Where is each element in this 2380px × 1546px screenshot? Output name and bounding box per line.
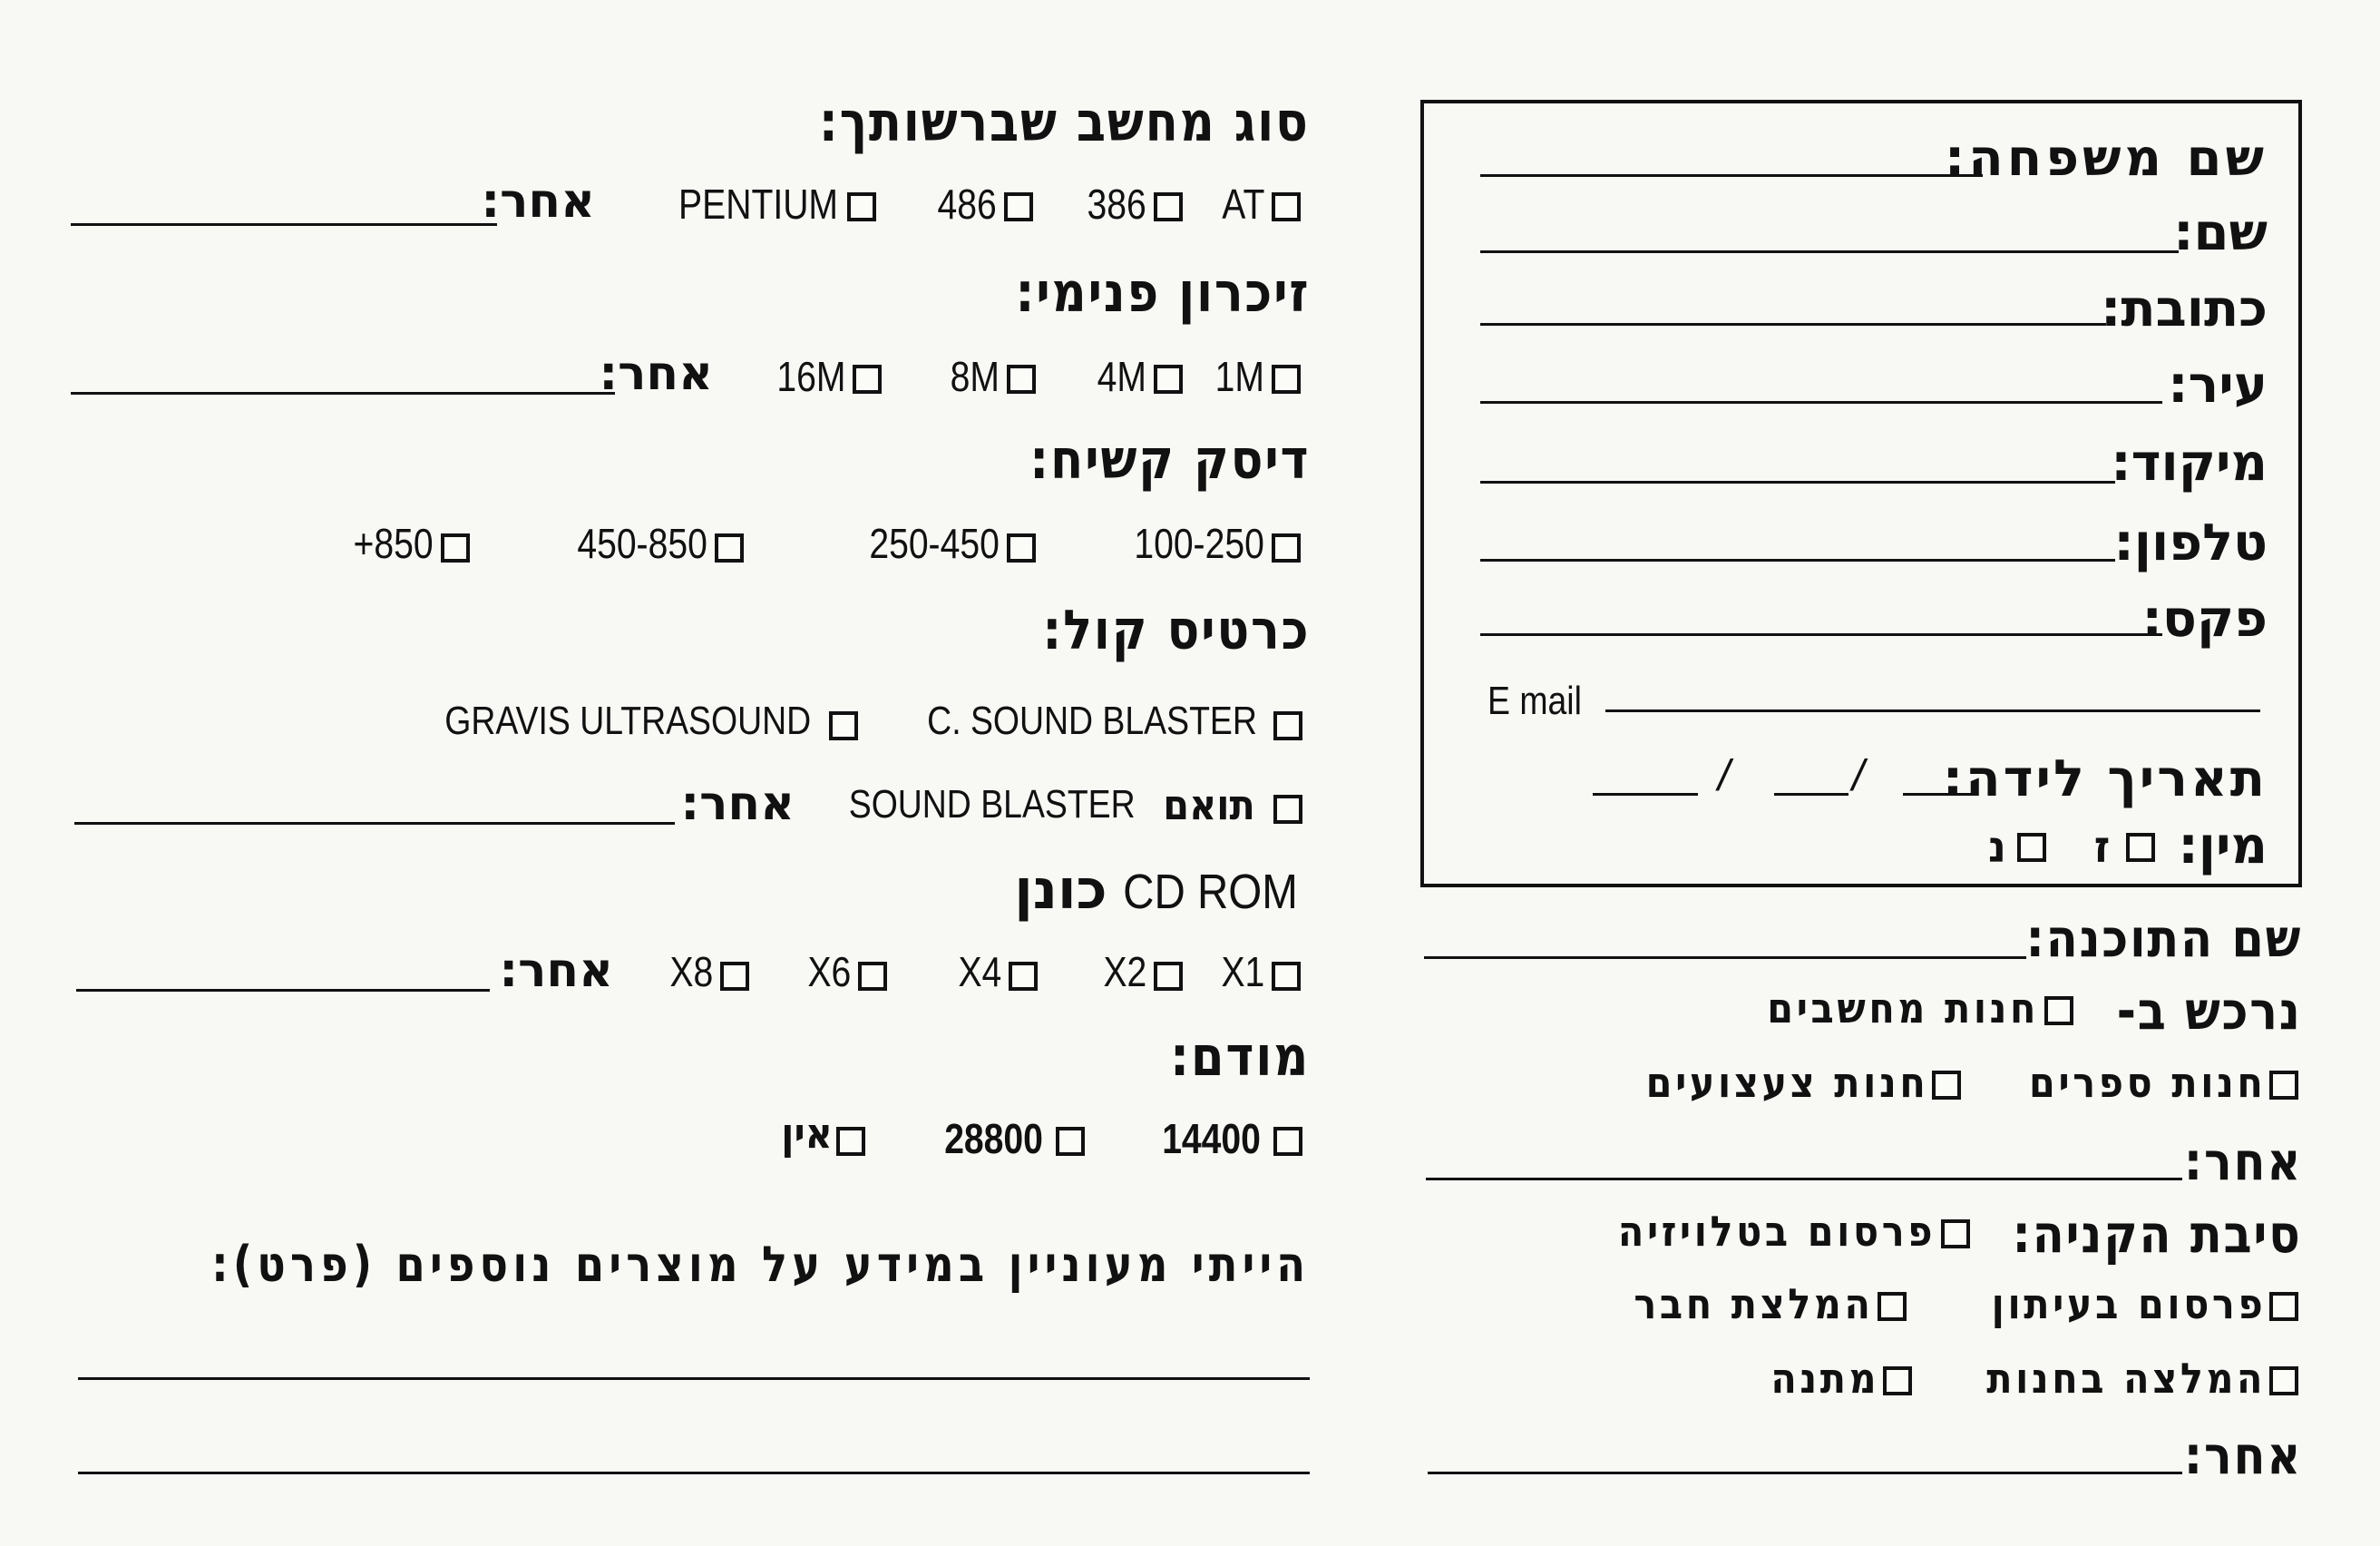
memory-other-line[interactable] (71, 392, 615, 395)
compatible-label: תואם (1163, 780, 1255, 829)
checkbox-x1[interactable] (1272, 962, 1301, 991)
zip-field[interactable] (1480, 481, 2115, 484)
purchased-other-label: אחר: (2183, 1130, 2302, 1192)
gender-male-label: ז (2093, 822, 2110, 873)
checkbox-store-recommendation[interactable] (2269, 1366, 2298, 1395)
date-separator: / (1852, 752, 1865, 800)
city-field[interactable] (1480, 401, 2162, 404)
purchased-at-label: נרכש ב- (2117, 980, 2302, 1042)
checkbox-gender-male[interactable] (2126, 833, 2155, 862)
checkbox-compatible-sb[interactable] (1273, 795, 1302, 824)
interest-line-1[interactable] (78, 1377, 1310, 1380)
checkbox-486[interactable] (1004, 192, 1033, 221)
birth-year-field[interactable] (1593, 793, 1698, 796)
reason-other-field[interactable] (1428, 1472, 2182, 1474)
option-386-label: 386 (1087, 181, 1146, 228)
checkbox-4m[interactable] (1154, 365, 1183, 394)
option-x2-label: X2 (1103, 948, 1146, 995)
last-name-label: שם משפחה: (1944, 129, 2268, 188)
date-separator: / (1718, 752, 1731, 800)
checkbox-386[interactable] (1154, 192, 1183, 221)
sound-other-label: אחר: (680, 777, 795, 831)
checkbox-100-250[interactable] (1272, 533, 1301, 563)
modem-heading: מודם: (1169, 1025, 1310, 1089)
city-label: עיר: (2168, 356, 2268, 415)
gender-label: מין: (2178, 817, 2268, 876)
option-none-label: אין (781, 1109, 833, 1158)
reason-other-label: אחר: (2183, 1424, 2302, 1486)
email-field[interactable] (1605, 709, 2260, 712)
option-x1-label: X1 (1221, 948, 1264, 995)
address-field[interactable] (1480, 323, 2106, 326)
option-28800-label: 28800 (944, 1115, 1043, 1162)
checkbox-8m[interactable] (1007, 365, 1036, 394)
option-16m-label: 16M (775, 353, 845, 400)
option-14400-label: 14400 (1162, 1115, 1261, 1162)
first-name-label: שם: (2173, 203, 2268, 262)
checkbox-850-plus[interactable] (441, 533, 470, 563)
interest-label: הייתי מעוניין במידע על מוצרים נוספים (פרט): (210, 1236, 1310, 1293)
toy-store-label: חנות צעצועים (1645, 1058, 1928, 1107)
purchase-reason-label: סיבת הקניה: (2012, 1203, 2302, 1265)
checkbox-c-sound-blaster[interactable] (1273, 711, 1302, 740)
fax-field[interactable] (1480, 633, 2162, 636)
gender-female-label: נ (1988, 822, 2006, 873)
checkbox-computer-store[interactable] (2044, 996, 2073, 1025)
memory-heading: זיכרון פנימי: (1015, 261, 1310, 325)
option-100-250-label: 100-250 (1134, 520, 1264, 567)
tv-ad-label: פרסום בטלויזיה (1617, 1207, 1936, 1256)
checkbox-28800[interactable] (1056, 1127, 1085, 1156)
cdrom-heading (1014, 858, 1310, 922)
address-label: כתובת: (2101, 279, 2268, 338)
checkbox-at[interactable] (1272, 192, 1301, 221)
first-name-field[interactable] (1480, 250, 2179, 253)
option-850-plus-label: +850 (353, 520, 434, 567)
sound-other-line[interactable] (74, 822, 675, 825)
checkbox-book-store[interactable] (2269, 1071, 2298, 1100)
option-pentium-label: PENTIUM (678, 181, 838, 228)
computer-store-label: חנות מחשבים (1767, 983, 2039, 1032)
checkbox-x4[interactable] (1009, 962, 1038, 991)
checkbox-none[interactable] (836, 1127, 865, 1156)
cdrom-heading-he: כונן (1014, 858, 1107, 922)
cdrom-heading-en: CD ROM (1123, 865, 1298, 919)
computer-other-line[interactable] (71, 223, 497, 226)
hard-disk-heading: דיסק קשיח: (1029, 428, 1310, 492)
option-x6-label: X6 (807, 948, 851, 995)
checkbox-1m[interactable] (1272, 365, 1301, 394)
interest-line-2[interactable] (78, 1472, 1310, 1474)
checkbox-450-850[interactable] (715, 533, 744, 563)
friend-recommendation-label: המלצת חבר (1634, 1279, 1874, 1328)
option-1m-label: 1M (1214, 353, 1264, 400)
computer-other-label: אחר: (481, 174, 595, 229)
checkbox-pentium[interactable] (847, 192, 876, 221)
zip-label: מיקוד: (2111, 434, 2268, 493)
fax-label: פקס: (2141, 590, 2268, 649)
checkbox-newspaper-ad[interactable] (2269, 1292, 2298, 1321)
phone-field[interactable] (1480, 559, 2115, 562)
option-x4-label: X4 (958, 948, 1001, 995)
checkbox-x8[interactable] (720, 962, 749, 991)
option-4m-label: 4M (1097, 353, 1146, 400)
memory-other-label: אחר: (599, 347, 713, 401)
option-450-850-label: 450-850 (577, 520, 707, 567)
option-250-450-label: 250-450 (869, 520, 1000, 567)
checkbox-gender-female[interactable] (2017, 833, 2046, 862)
computer-type-heading: סוג מחשב שברשותך: (819, 91, 1310, 154)
checkbox-gift[interactable] (1883, 1366, 1912, 1395)
option-486-label: 486 (937, 181, 997, 228)
option-at-label: AT (1221, 181, 1264, 228)
software-name-label: שם התוכנה: (2025, 907, 2302, 969)
checkbox-16m[interactable] (853, 365, 882, 394)
option-8m-label: 8M (950, 353, 1000, 400)
sound-card-heading: כרטיס קול: (1041, 599, 1310, 662)
checkbox-tv-ad[interactable] (1941, 1219, 1970, 1248)
software-name-field[interactable] (1424, 956, 2026, 959)
last-name-field[interactable] (1480, 174, 1983, 177)
cdrom-other-line[interactable] (76, 989, 490, 992)
store-recommendation-label: המלצה בחנות (1986, 1354, 2266, 1403)
checkbox-friend-recommendation[interactable] (1878, 1292, 1907, 1321)
phone-label: טלפון: (2113, 514, 2268, 572)
purchased-other-field[interactable] (1426, 1178, 2182, 1180)
book-store-label: חנות ספרים (2028, 1058, 2266, 1107)
checkbox-gravis-ultrasound[interactable] (829, 711, 858, 740)
birth-date-label: תאריך לידה: (1942, 749, 2268, 808)
checkbox-250-450[interactable] (1007, 533, 1036, 563)
birth-month-field[interactable] (1774, 793, 1848, 796)
option-c-sound-blaster-label: C. SOUND BLASTER (927, 699, 1257, 743)
checkbox-x2[interactable] (1154, 962, 1183, 991)
option-x8-label: X8 (669, 948, 713, 995)
cdrom-other-label: אחר: (499, 944, 613, 998)
compatible-sound-blaster-label: SOUND BLASTER (849, 782, 1136, 827)
option-gravis-ultrasound-label: GRAVIS ULTRASOUND (444, 699, 811, 743)
newspaper-ad-label: פרסום בעיתון (1991, 1279, 2266, 1328)
gift-label: מתנה (1770, 1354, 1879, 1403)
checkbox-14400[interactable] (1273, 1127, 1302, 1156)
checkbox-x6[interactable] (858, 962, 887, 991)
email-label: E mail (1488, 679, 1582, 723)
checkbox-toy-store[interactable] (1932, 1071, 1961, 1100)
birth-day-field[interactable] (1903, 793, 1977, 796)
